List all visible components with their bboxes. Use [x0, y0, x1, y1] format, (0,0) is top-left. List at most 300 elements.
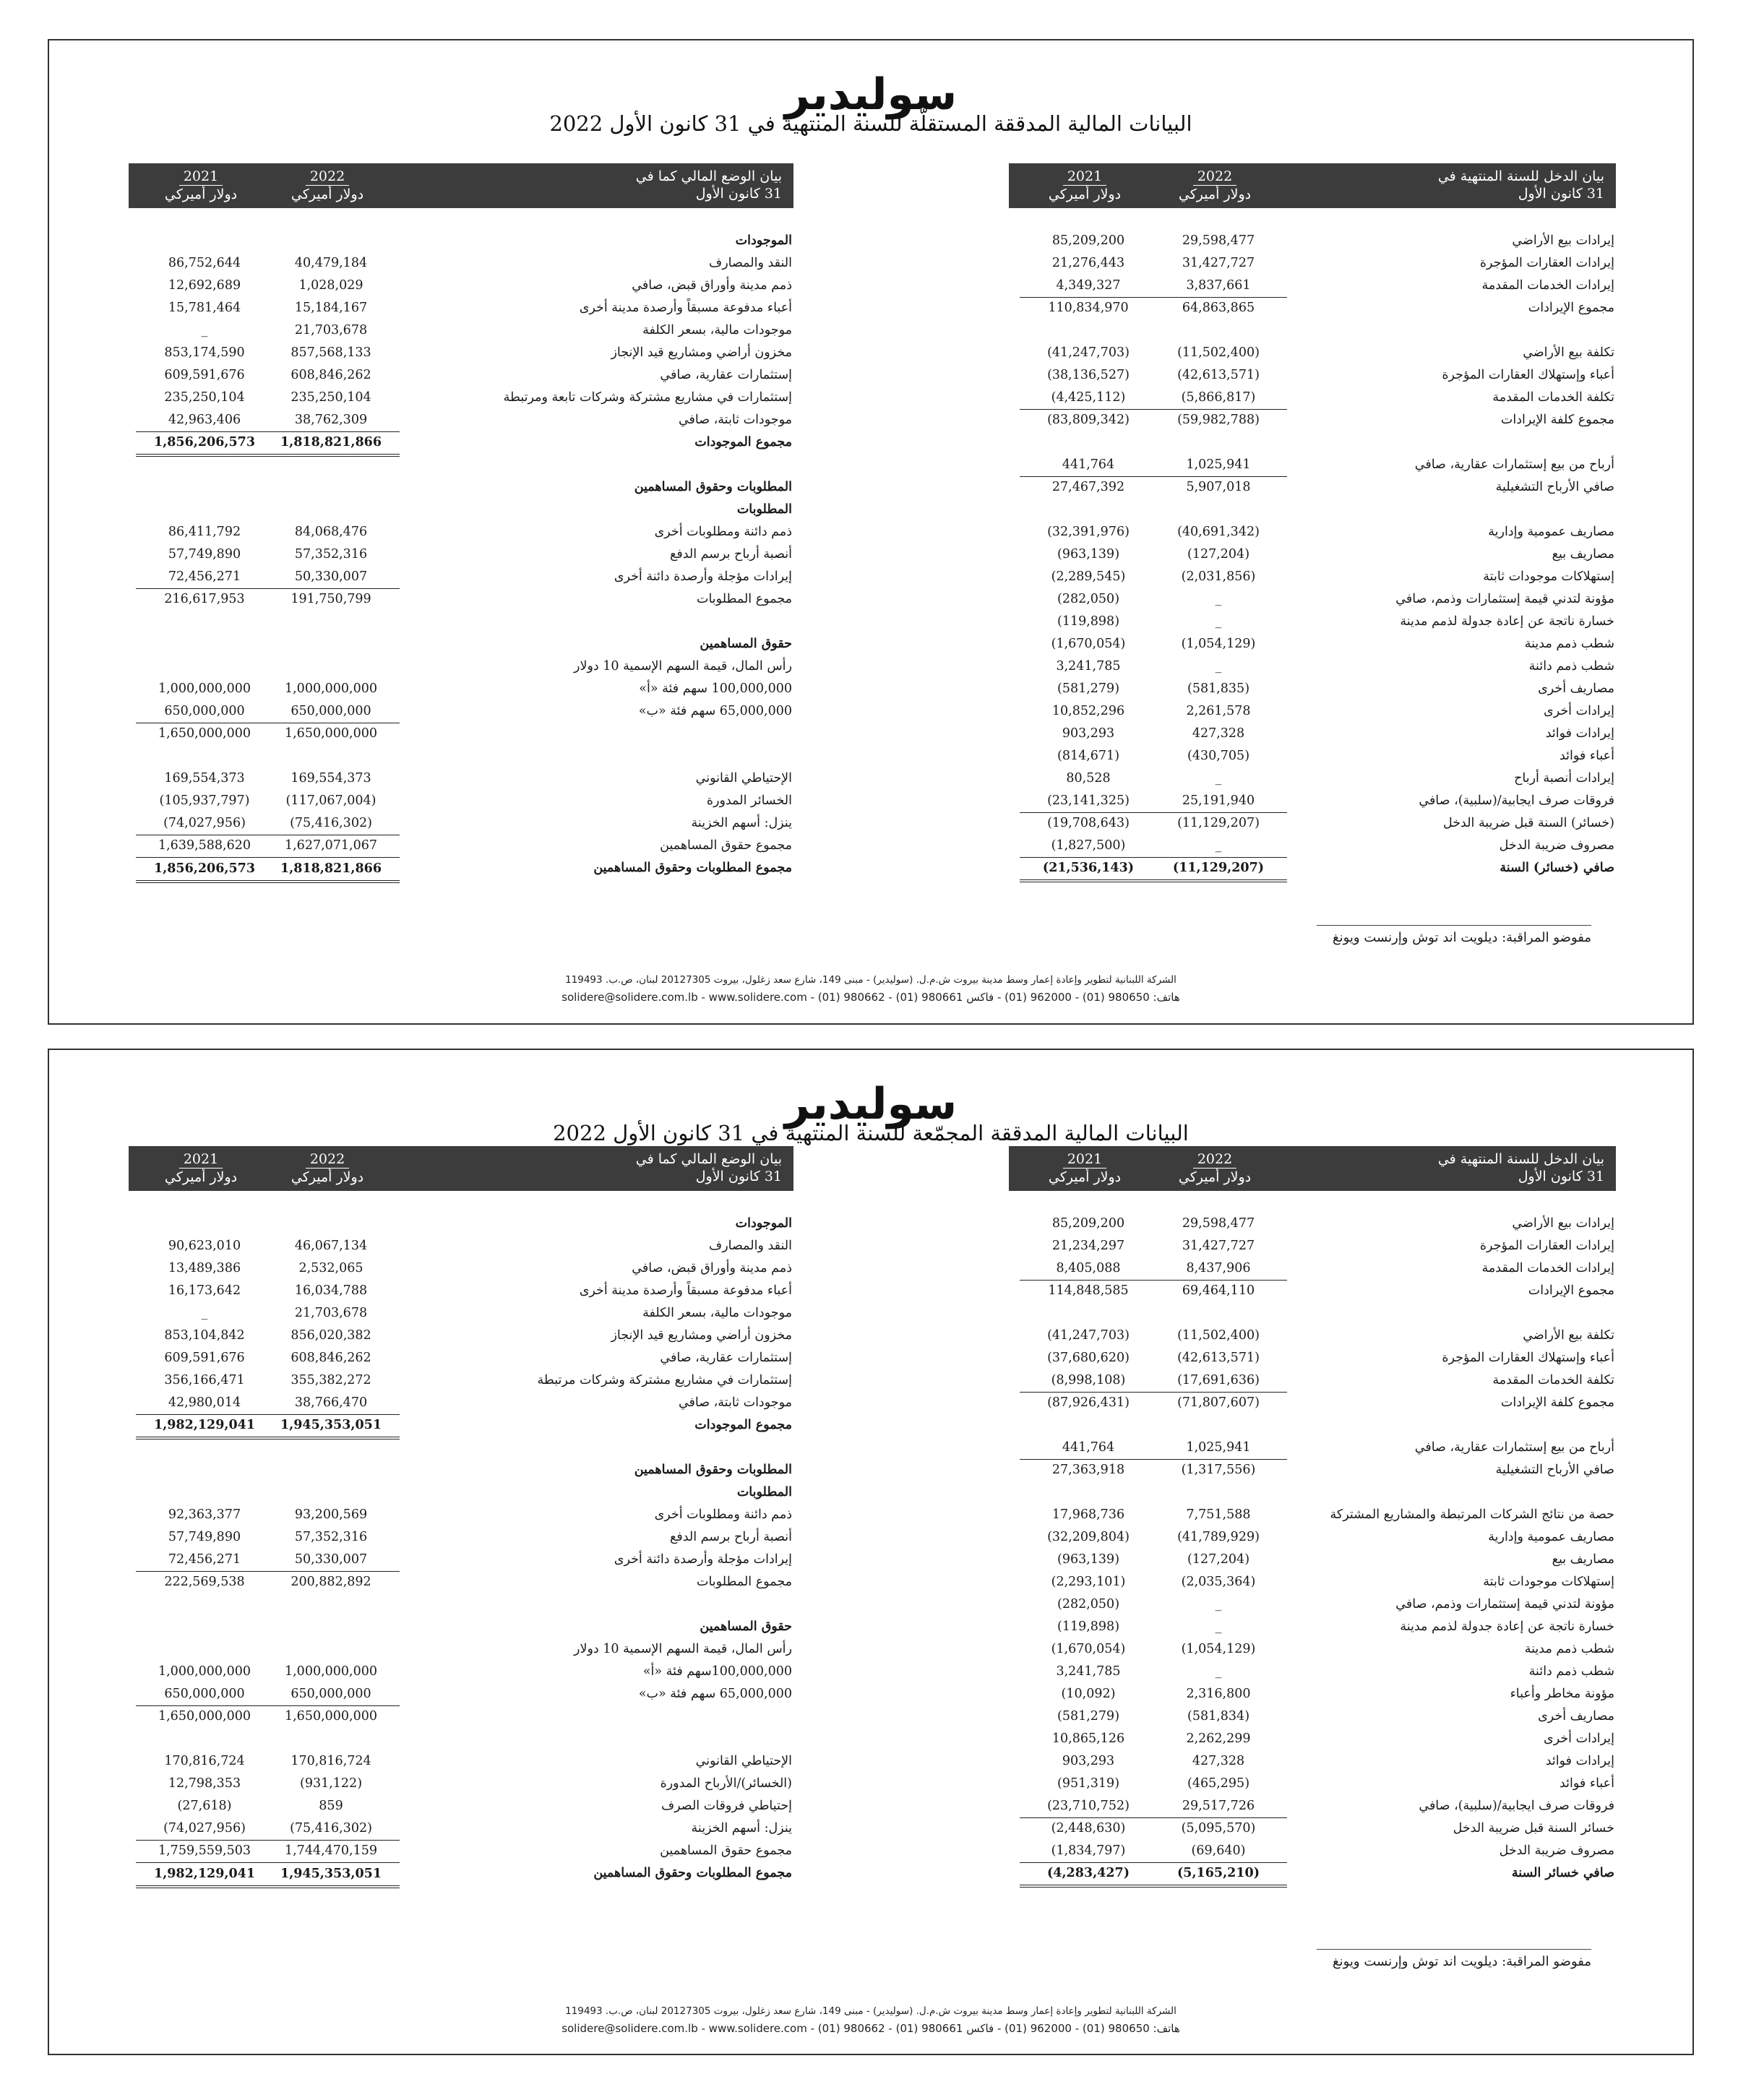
table-row — [129, 543, 793, 566]
row-label: 100,000,000سهم فئة «أ» — [642, 1664, 792, 1679]
value-2021: (32,209,804) — [1047, 1530, 1130, 1544]
value-2021: 1,982,129,041 — [136, 1414, 273, 1440]
table-row — [129, 1213, 793, 1235]
row-label: رأس المال، قيمة السهم الإسمية 10 دولار — [574, 1642, 792, 1656]
value-2022: _ — [1215, 1619, 1222, 1634]
value-2022: (1,054,129) — [1181, 637, 1256, 651]
table-row — [129, 1773, 793, 1795]
table-row — [129, 1750, 793, 1773]
row-label: موجودات مالية، بسعر الكلفة — [642, 323, 792, 337]
value-2022: (75,416,302) — [262, 812, 400, 835]
row-label: إيرادات بيع الأراضي — [1512, 233, 1614, 248]
row-label: إستثمارات في مشاريع مشتركة وشركات مرتبطة — [537, 1373, 792, 1387]
value-2021: 13,489,386 — [168, 1261, 241, 1275]
value-2021: 92,363,377 — [168, 1507, 241, 1522]
value-2021: 42,980,014 — [136, 1392, 273, 1415]
value-2021: (1,827,500) — [1020, 835, 1157, 858]
value-2021: 27,363,918 — [1051, 1463, 1125, 1477]
row-label: 65,000,000 سهم فئة «ب» — [638, 704, 792, 718]
value-2022: _ — [1150, 835, 1287, 858]
balance-sheet-header — [129, 163, 793, 208]
value-2021: 42,963,406 — [136, 409, 273, 432]
table-row — [129, 1325, 793, 1347]
value-2022: (2,035,364) — [1181, 1575, 1256, 1589]
value-2021: (8,998,108) — [1020, 1369, 1157, 1393]
value-2021: (87,926,431) — [1047, 1395, 1130, 1410]
value-2021: (10,092) — [1061, 1687, 1116, 1701]
table-row — [1009, 1257, 1616, 1280]
row-label: شطب ذمم مدينة — [1524, 637, 1614, 651]
standalone-statements-panel — [48, 39, 1694, 1025]
table-row — [129, 409, 793, 431]
value-2022: 57,352,316 — [294, 1530, 368, 1544]
value-2021: (41,247,703) — [1047, 345, 1130, 360]
table-row — [1009, 387, 1616, 409]
balance-sheet — [129, 163, 793, 879]
row-label: ذمم مدينة وأوراق قبض، صافي — [632, 1261, 792, 1275]
table-row — [129, 521, 793, 543]
table-row — [1009, 1638, 1616, 1661]
table-row — [129, 1661, 793, 1683]
row-label: تكلفة الخدمات المقدمة — [1492, 390, 1614, 405]
row-label: شطب ذمم دائنة — [1528, 1664, 1614, 1679]
value-2021: (951,319) — [1057, 1776, 1120, 1791]
row-label: موجودات مالية، بسعر الكلفة — [642, 1306, 792, 1320]
row-label: إستثمارات في مشاريع مشتركة وشركات تابعة ومرتبطة — [503, 390, 792, 405]
table-row — [1009, 745, 1616, 767]
row-label: إيرادات الخدمات المقدمة — [1481, 1261, 1614, 1275]
table-row — [1009, 543, 1616, 566]
table-row — [1009, 1392, 1616, 1414]
table-row — [129, 655, 793, 678]
value-2022: 29,598,477 — [1182, 233, 1255, 248]
value-2021: 853,104,842 — [164, 1328, 245, 1343]
value-2022: 50,330,007 — [262, 566, 400, 589]
row-label: مجموع الإيرادات — [1528, 1283, 1614, 1298]
row-label: مجموع حقوق المساهمين — [660, 838, 792, 853]
value-2021: (581,279) — [1057, 681, 1120, 696]
table-row — [1009, 1705, 1616, 1728]
value-2022: 5,907,018 — [1186, 480, 1251, 494]
table-row — [1009, 1280, 1616, 1302]
row-label: أعباء فوائد — [1559, 1776, 1614, 1791]
value-2022: 84,068,476 — [294, 525, 368, 539]
row-label: 100,000,000 سهم فئة «أ» — [639, 681, 792, 696]
value-2021: 72,456,271 — [136, 566, 273, 589]
row-label: الخسائر المدورة — [706, 793, 792, 808]
table-row — [129, 1392, 793, 1414]
income-statement — [1009, 1146, 1616, 1885]
income-statement-header — [1009, 1146, 1616, 1191]
row-label: شطب ذمم مدينة — [1524, 1642, 1614, 1656]
table-row — [129, 767, 793, 790]
value-2021: (2,448,630) — [1051, 1821, 1126, 1836]
income-header-title: بيان الدخل للسنة المنتهية في 31 كانون الأول — [1437, 1151, 1604, 1184]
value-2022: (42,613,571) — [1177, 1351, 1260, 1365]
table-row — [129, 1817, 793, 1840]
table-row — [129, 1549, 793, 1571]
value-2022: (430,705) — [1187, 749, 1250, 763]
row-label: إستثمارات عقارية، صافي — [660, 1351, 792, 1365]
value-2022: (1,054,129) — [1181, 1642, 1256, 1656]
row-label: مصروف ضريبة الدخل — [1499, 1843, 1614, 1858]
row-spacer — [129, 745, 793, 767]
row-label: مجموع الإيرادات — [1528, 301, 1614, 315]
table-row — [129, 678, 793, 700]
value-2021: 114,848,585 — [1048, 1283, 1129, 1298]
row-label: (الخسائر)/الأرباح المدورة — [660, 1776, 792, 1791]
income-rows — [1009, 1213, 1616, 1885]
table-row — [1009, 1840, 1616, 1862]
balance-header-title: بيان الوضع المالي كما في 31 كانون الأول — [635, 168, 782, 202]
row-label: إيرادات فوائد — [1545, 726, 1614, 741]
value-2022: 1,650,000,000 — [284, 726, 378, 741]
value-2022: 608,846,262 — [291, 368, 371, 382]
table-row — [1009, 1862, 1616, 1885]
row-label: إيرادات مؤجلة وأرصدة دائنة أخرى — [614, 1552, 792, 1567]
row-label: إيرادات فوائد — [1545, 1754, 1614, 1768]
row-spacer — [1009, 319, 1616, 342]
table-row — [1009, 700, 1616, 723]
table-row — [1009, 1661, 1616, 1683]
value-2022: 93,200,569 — [294, 1507, 368, 1522]
value-2022: (41,789,929) — [1177, 1530, 1260, 1544]
value-2022: 1,627,071,067 — [284, 838, 378, 853]
column-header-2022: 2022 دولار أميركي — [291, 1151, 364, 1185]
value-2022: _ — [1215, 1664, 1222, 1679]
table-row — [1009, 678, 1616, 700]
company-footer: الشركة اللبنانية لتطوير وإعادة إعمار وسط مدينة بيروت ش.م.ل. (سوليدير) - مبنى 149، شارع سعد زغلول، بيروت 20127305 لبنان، ص.ب. 119493 هاتف: 980650 (01) - 962000 (01) - فاكس 980661 (01) - 980662 (01) - solidere@solidere.com.lb - www.solidere.com — [562, 974, 1180, 1004]
table-row — [1009, 1593, 1616, 1616]
row-label: إستهلاكات موجودات ثابتة — [1483, 569, 1614, 584]
page-title: البيانات المالية المدققة المجمّعة للسنة المنتهية في 31 كانون الأول 2022 — [553, 1121, 1189, 1145]
value-2022: (581,835) — [1187, 681, 1250, 696]
value-2022: 40,479,184 — [294, 256, 368, 270]
table-row — [129, 1840, 793, 1862]
table-row — [129, 1526, 793, 1549]
table-row — [129, 835, 793, 857]
row-label: فروقات صرف ايجابية/(سلبية)، صافي — [1419, 1799, 1614, 1813]
value-2022: 856,020,382 — [291, 1328, 371, 1343]
value-2022: _ — [1215, 614, 1222, 629]
row-label: شطب ذمم دائنة — [1528, 659, 1614, 674]
value-2022: (71,807,607) — [1177, 1395, 1260, 1410]
row-label: أعباء وإستهلاك العقارات المؤجرة — [1442, 368, 1614, 382]
value-2022: (1,317,556) — [1181, 1463, 1256, 1477]
value-2022: 21,703,678 — [294, 1306, 368, 1320]
balance-rows — [129, 1213, 793, 1885]
row-label: إيرادات الخدمات المقدمة — [1481, 278, 1614, 293]
value-2022: 57,352,316 — [294, 547, 368, 561]
row-spacer — [1009, 431, 1616, 454]
row-label: إيرادات أنصبة أرباح — [1514, 771, 1614, 786]
table-row — [129, 252, 793, 275]
table-row — [1009, 767, 1616, 790]
value-2021: 4,349,327 — [1020, 275, 1157, 298]
value-2021: (38,136,527) — [1047, 368, 1130, 382]
table-row — [129, 857, 793, 879]
row-label: مجموع المطلوبات — [696, 592, 792, 606]
balance-rows — [129, 230, 793, 879]
value-2021: 216,617,953 — [164, 592, 245, 606]
consolidated-statements-panel — [48, 1049, 1694, 2055]
row-label: تكلفة الخدمات المقدمة — [1492, 1373, 1614, 1387]
value-2021: 72,456,271 — [136, 1549, 273, 1572]
table-row — [129, 431, 793, 454]
table-row — [129, 1638, 793, 1661]
value-2021: 3,241,785 — [1056, 659, 1121, 674]
row-label: حصة من نتائج الشركات المرتبطة والمشاريع المشتركة — [1330, 1507, 1614, 1522]
auditor-note: مفوضو المراقبة: ديلويت اند توش وإرنست ويونغ — [1317, 1949, 1591, 1969]
value-2022: (465,295) — [1187, 1776, 1250, 1791]
table-row — [129, 275, 793, 297]
table-row — [1009, 1549, 1616, 1571]
table-row — [1009, 1773, 1616, 1795]
table-row — [129, 476, 793, 499]
row-label: إستهلاكات موجودات ثابتة — [1483, 1575, 1614, 1589]
value-2022: (5,095,570) — [1181, 1821, 1256, 1836]
value-2022: (42,613,571) — [1177, 368, 1260, 382]
value-2022: 1,945,353,051 — [262, 1862, 400, 1888]
table-row — [1009, 611, 1616, 633]
value-2022: 1,650,000,000 — [284, 1709, 378, 1724]
value-2022: 1,025,941 — [1150, 1437, 1287, 1460]
value-2021: (1,834,797) — [1020, 1840, 1157, 1863]
table-row — [1009, 409, 1616, 431]
table-row — [129, 1369, 793, 1392]
table-row — [129, 1571, 793, 1593]
value-2022: 1,028,029 — [298, 278, 363, 293]
row-label: تكلفة بيع الأراضي — [1523, 345, 1614, 360]
balance-sheet-header — [129, 1146, 793, 1191]
value-2021: (2,293,101) — [1051, 1575, 1126, 1589]
value-2022: (69,640) — [1150, 1840, 1287, 1863]
table-row — [129, 1459, 793, 1481]
value-2021: 169,554,373 — [164, 771, 245, 786]
value-2022: 650,000,000 — [262, 1683, 400, 1706]
value-2022: 16,034,788 — [294, 1283, 368, 1298]
table-row — [129, 1280, 793, 1302]
value-2022: (2,031,856) — [1181, 569, 1256, 584]
table-row — [129, 790, 793, 812]
table-row — [1009, 297, 1616, 319]
table-row — [1009, 364, 1616, 387]
row-label: مجموع حقوق المساهمين — [660, 1843, 792, 1858]
value-2021: 1,759,559,503 — [158, 1843, 251, 1858]
row-label: موجودات ثابتة، صافي — [678, 413, 792, 427]
value-2021: 1,639,588,620 — [158, 838, 251, 853]
table-row — [129, 1862, 793, 1885]
value-2021: 609,591,676 — [164, 368, 245, 382]
value-2022: 69,464,110 — [1182, 1283, 1255, 1298]
value-2022: 2,532,065 — [298, 1261, 363, 1275]
value-2021: (19,708,643) — [1047, 816, 1130, 830]
value-2021: (27,618) — [177, 1799, 232, 1813]
table-row — [1009, 1817, 1616, 1840]
value-2022: 15,184,167 — [294, 301, 368, 315]
income-statement — [1009, 163, 1616, 879]
value-2021: 222,569,538 — [164, 1575, 245, 1589]
value-2021: 10,865,126 — [1051, 1731, 1125, 1746]
table-row — [1009, 1526, 1616, 1549]
value-2021: 17,968,736 — [1051, 1507, 1125, 1522]
value-2022: 1,025,941 — [1150, 454, 1287, 477]
value-2022: 427,328 — [1192, 726, 1245, 741]
value-2022: 25,191,940 — [1150, 790, 1287, 813]
row-label: صافي الأرباح التشغيلية — [1495, 480, 1614, 494]
value-2021: (32,391,976) — [1047, 525, 1130, 539]
row-label: مجموع المطلوبات وحقوق المساهمين — [593, 1866, 792, 1880]
income-statement-header — [1009, 163, 1616, 208]
company-footer: الشركة اللبنانية لتطوير وإعادة إعمار وسط مدينة بيروت ش.م.ل. (سوليدير) - مبنى 149، شارع سعد زغلول، بيروت 20127305 لبنان، ص.ب. 119493 هاتف: 980650 (01) - 962000 (01) - فاكس 980661 (01) - 980662 (01) - solidere@solidere.com.lb - www.solidere.com — [562, 2005, 1180, 2035]
row-label: ينزل: أسهم الخزينة — [691, 816, 792, 830]
table-row — [1009, 1571, 1616, 1593]
row-spacer — [129, 1728, 793, 1750]
row-label: ذمم دائنة ومطلوبات أخرى — [654, 1507, 792, 1522]
value-2022: 50,330,007 — [262, 1549, 400, 1572]
table-row — [1009, 1437, 1616, 1459]
value-2022: _ — [1215, 1597, 1222, 1611]
row-label: مجموع كلفة الإيرادات — [1500, 1395, 1614, 1410]
value-2021: 441,764 — [1020, 454, 1157, 477]
table-row — [129, 1683, 793, 1705]
value-2022: (11,502,400) — [1177, 1328, 1260, 1343]
row-label: إيرادات أخرى — [1544, 1731, 1614, 1746]
table-row — [129, 633, 793, 655]
table-row — [1009, 1459, 1616, 1481]
value-2021: (963,139) — [1057, 547, 1120, 561]
table-row — [129, 297, 793, 319]
table-row — [1009, 1347, 1616, 1369]
value-2021: 1,982,129,041 — [136, 1862, 273, 1888]
value-2021: 1,856,206,573 — [136, 857, 273, 883]
row-label: 65,000,000 سهم فئة «ب» — [638, 1687, 792, 1701]
row-label: فروقات صرف ايجابية/(سلبية)، صافي — [1419, 793, 1614, 808]
row-label: مصاريف عمومية وإدارية — [1488, 525, 1614, 539]
row-label: إيرادات العقارات المؤجرة — [1479, 1239, 1614, 1253]
row-label: إيرادات العقارات المؤجرة — [1479, 256, 1614, 270]
value-2021: 441,764 — [1020, 1437, 1157, 1460]
value-2021: 57,749,890 — [168, 547, 241, 561]
table-row — [1009, 342, 1616, 364]
value-2022: 38,762,309 — [262, 409, 400, 432]
value-2021: 27,467,392 — [1051, 480, 1125, 494]
value-2021: (814,671) — [1057, 749, 1120, 763]
column-header-2021: 2021 دولار أميركي — [164, 168, 238, 202]
row-label: الموجودات — [735, 1216, 792, 1231]
value-2022: 1,000,000,000 — [284, 681, 378, 696]
value-2021: 10,852,296 — [1051, 704, 1125, 718]
value-2022: (117,067,004) — [285, 793, 377, 808]
value-2021: (105,937,797) — [159, 793, 250, 808]
value-2022: 1,818,821,866 — [262, 857, 400, 883]
value-2021: 8,405,088 — [1020, 1257, 1157, 1281]
value-2022: 31,427,727 — [1182, 1239, 1255, 1253]
value-2021: _ — [201, 323, 208, 337]
value-2022: 191,750,799 — [291, 592, 371, 606]
value-2022: (59,982,788) — [1177, 413, 1260, 427]
row-label: النقد والمصارف — [709, 1239, 792, 1253]
value-2022: _ — [1215, 771, 1222, 786]
row-label: موجودات ثابتة، صافي — [678, 1395, 792, 1410]
row-label: إيرادات مؤجلة وأرصدة دائنة أخرى — [614, 569, 792, 584]
row-label: إيرادات أخرى — [1544, 704, 1614, 718]
value-2022: (127,204) — [1187, 547, 1250, 561]
table-row — [129, 364, 793, 387]
row-label: الإحتياطي القانوني — [695, 1754, 792, 1768]
row-label: مصروف ضريبة الدخل — [1499, 838, 1614, 853]
row-label: مؤونة لتدني قيمة إستثمارات وذمم، صافي — [1395, 592, 1614, 606]
row-label: أعباء فوائد — [1559, 749, 1614, 763]
row-label: مصاريف أخرى — [1538, 681, 1614, 696]
value-2021: _ — [201, 1306, 208, 1320]
value-2022: (127,204) — [1187, 1552, 1250, 1567]
row-label: مؤونة لتدني قيمة إستثمارات وذمم، صافي — [1395, 1597, 1614, 1611]
value-2021: (74,027,956) — [136, 1817, 273, 1841]
value-2022: (11,129,207) — [1177, 816, 1260, 830]
row-label: (خسائر) السنة قبل ضريبة الدخل — [1442, 816, 1614, 830]
table-row — [129, 1257, 793, 1280]
row-spacer — [1009, 1481, 1616, 1504]
column-header-2021: 2021 دولار أميركي — [1048, 168, 1122, 202]
row-label: إيرادات بيع الأراضي — [1512, 1216, 1614, 1231]
value-2022: 427,328 — [1192, 1754, 1245, 1768]
table-row — [1009, 835, 1616, 857]
table-row — [1009, 1683, 1616, 1705]
value-2021: 85,209,200 — [1051, 233, 1125, 248]
row-label: أنصبة أرباح برسم الدفع — [670, 1530, 792, 1544]
row-label: المطلوبات وحقوق المساهمين — [634, 1463, 792, 1477]
table-row — [129, 319, 793, 342]
value-2021: (37,680,620) — [1047, 1351, 1130, 1365]
value-2021: (83,809,342) — [1047, 413, 1130, 427]
table-row — [1009, 1616, 1616, 1638]
value-2022: (581,834) — [1187, 1709, 1250, 1724]
value-2022: 64,863,865 — [1182, 301, 1255, 315]
value-2022: (40,691,342) — [1177, 525, 1260, 539]
income-header-title: بيان الدخل للسنة المنتهية في 31 كانون الأول — [1437, 168, 1604, 202]
value-2022: (11,129,207) — [1150, 857, 1287, 882]
table-row — [129, 723, 793, 745]
table-row — [129, 1302, 793, 1325]
value-2021: 80,528 — [1066, 771, 1111, 786]
table-row — [1009, 723, 1616, 745]
value-2022: 2,261,578 — [1186, 704, 1251, 718]
column-header-2022: 2022 دولار أميركي — [1178, 168, 1252, 202]
value-2021: 86,752,644 — [168, 256, 241, 270]
table-row — [129, 1414, 793, 1437]
value-2021: 21,234,297 — [1051, 1239, 1125, 1253]
row-label: أرباح من بيع إستثمارات عقارية، صافي — [1414, 457, 1614, 472]
column-header-2021: 2021 دولار أميركي — [164, 1151, 238, 1185]
table-row — [1009, 857, 1616, 879]
table-row — [1009, 1750, 1616, 1773]
balance-sheet — [129, 1146, 793, 1885]
table-row — [1009, 1369, 1616, 1392]
table-row — [1009, 454, 1616, 476]
table-row — [1009, 1213, 1616, 1235]
value-2022: 355,382,272 — [291, 1373, 371, 1387]
value-2022: 1,818,821,866 — [262, 431, 400, 457]
row-spacer — [1009, 1302, 1616, 1325]
table-row — [1009, 566, 1616, 588]
value-2022: 235,250,104 — [291, 390, 371, 405]
value-2022: 857,568,133 — [291, 345, 371, 360]
value-2021: 853,174,590 — [164, 345, 245, 360]
table-row — [129, 588, 793, 611]
table-row — [1009, 588, 1616, 611]
value-2021: 650,000,000 — [136, 700, 273, 723]
